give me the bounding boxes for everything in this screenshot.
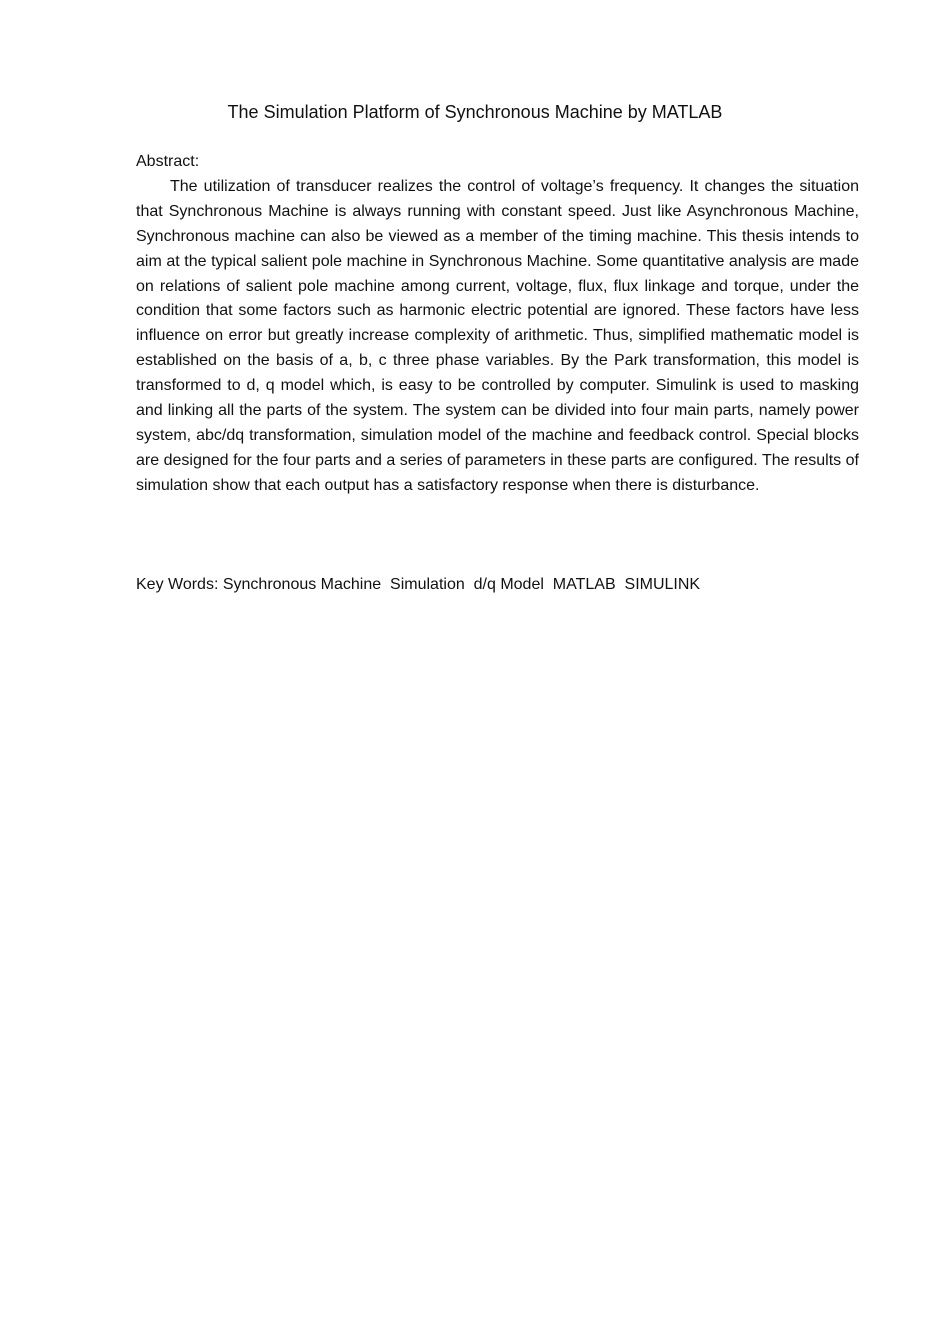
abstract-body: The utilization of transducer realizes the control of voltage’s frequency. It changes the situation that Synchronous Machine is always running with constant speed. Just like Asynchronous Machine, Synchronous machine can also be viewed as a member of the timing machine. This thesis intends to aim at the typical salient pole machine in Synchronous Machine. Some quantitative analysis are made on relations of salient pole machine among current, voltage, flux, flux linkage and torque, under the condition that some factors such as harmonic electric potential are ignored. These factors have less influence on error but greatly increase complexity of arithmetic. Thus, simplified mathematic model is established on the basis of a, b, c three phase variables. By the Park transformation, this model is transformed to d, q model which, is easy to be controlled by computer. Simulink is used to masking and linking all the parts of the system. The system can be divided into four main parts, namely power system, abc/dq transformation, simulation model of the machine and feedback control. Special blocks are designed for the four parts and a series of parameters in these parts are configured. The results of simulation show that each output has a satisfactory response when there is disturbance. [136,177,859,494]
document-title: The Simulation Platform of Synchronous Machine by MATLAB [227,102,723,122]
keywords-line: Key Words: Synchronous Machine Simulation d/q Model MATLAB SIMULINK [136,576,701,593]
abstract-section [136,150,859,499]
abstract-label: Abstract: [136,153,200,170]
